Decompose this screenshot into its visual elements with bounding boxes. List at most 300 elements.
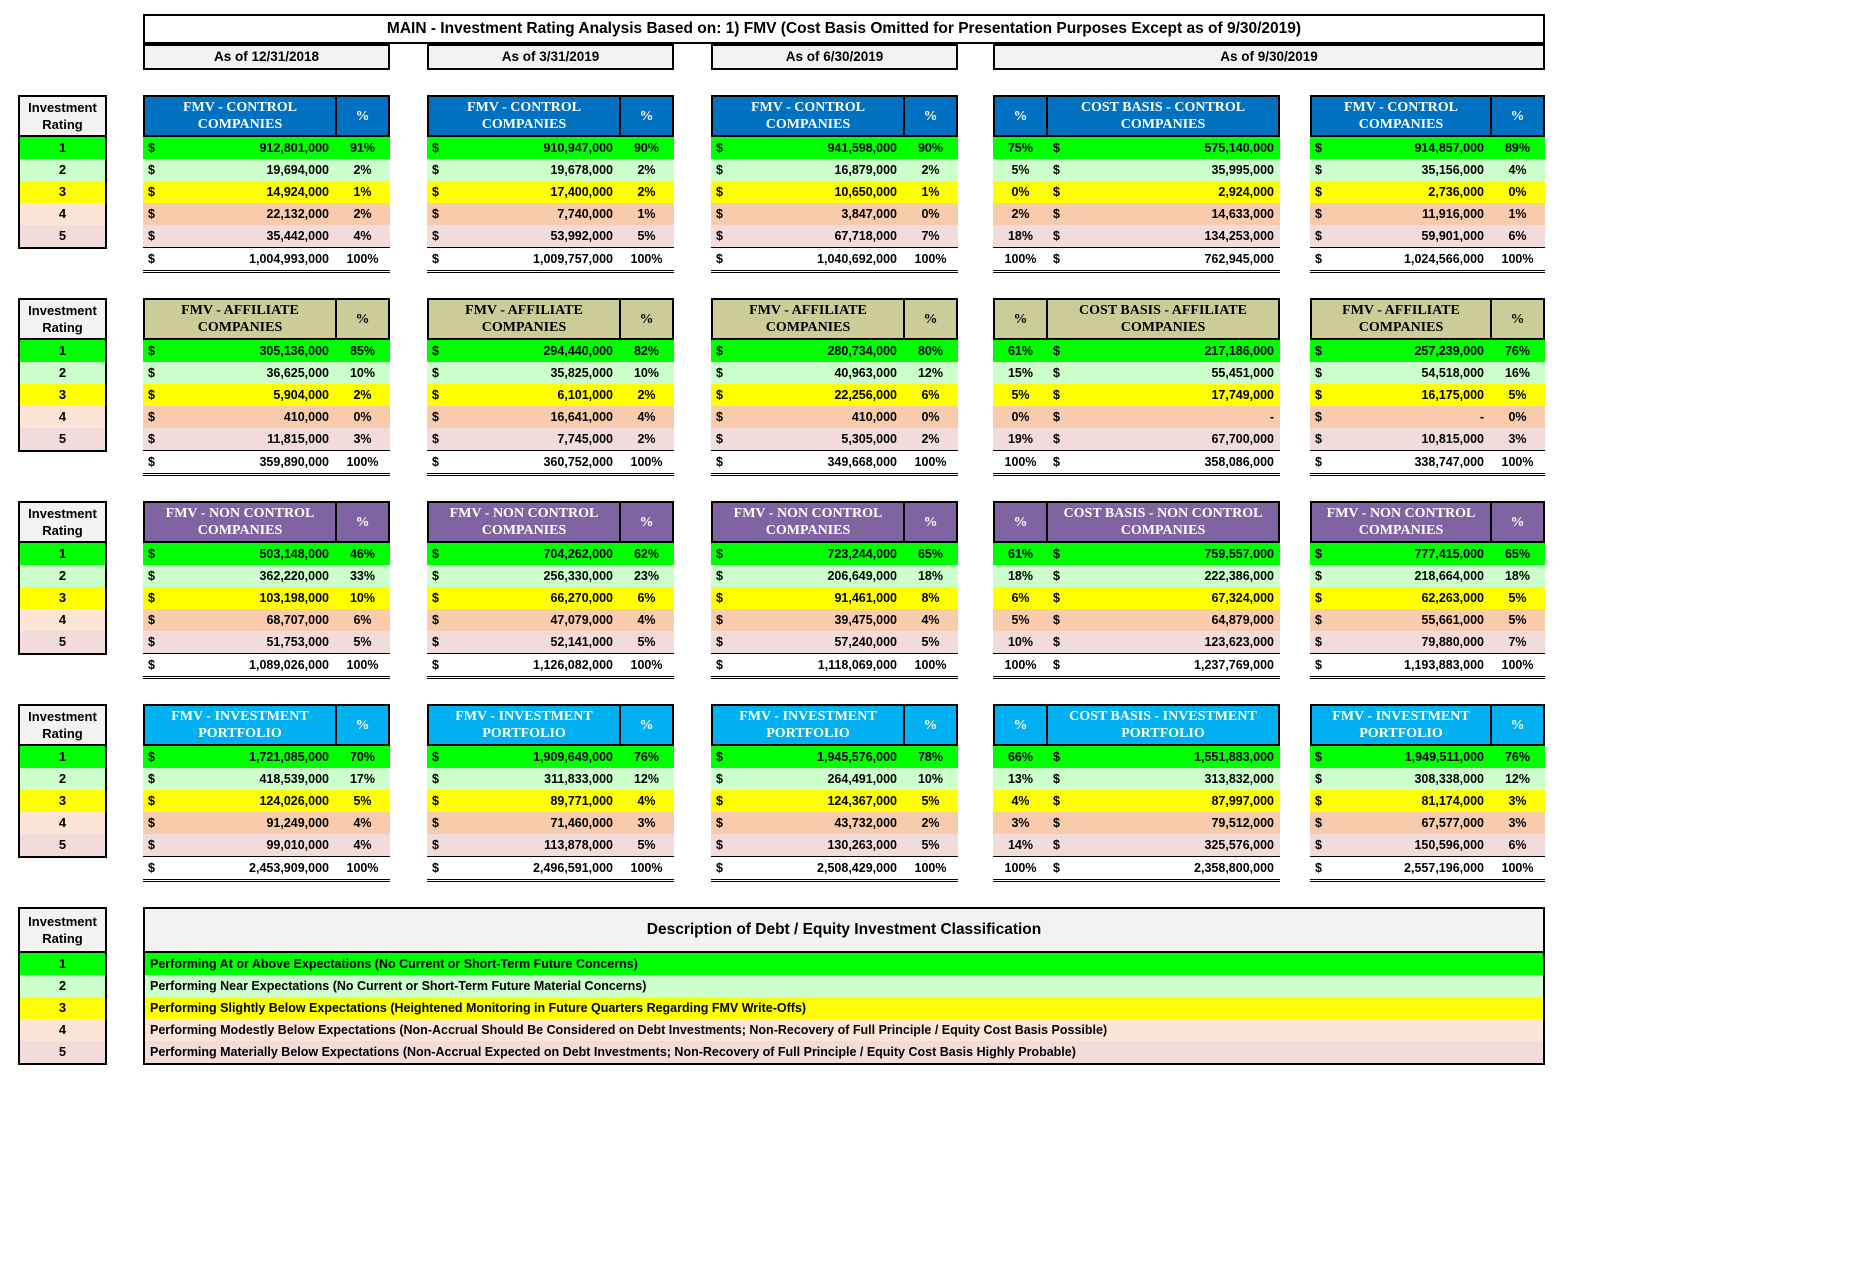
currency-symbol: $	[432, 750, 439, 764]
data-row	[1310, 406, 1545, 428]
rating-cell-3: 3	[20, 997, 105, 1019]
data-row	[993, 565, 1280, 587]
pct-cell: 6%	[1011, 591, 1030, 605]
table-header	[1310, 95, 1545, 137]
table-title: FMV - CONTROL COMPANIES	[427, 95, 621, 137]
currency-symbol: $	[148, 432, 155, 446]
group-portfolio	[18, 704, 1852, 882]
currency-symbol: $	[716, 635, 723, 649]
data-row	[427, 543, 674, 565]
value-cell: 39,475,000	[834, 613, 897, 627]
total-pct-cell: 100%	[914, 455, 947, 469]
currency-symbol: $	[148, 252, 155, 266]
table-header	[1310, 298, 1545, 340]
table-header	[427, 704, 674, 746]
data-row	[711, 587, 958, 609]
data-row	[993, 834, 1280, 856]
rating-cell-3: 3	[20, 587, 105, 609]
currency-symbol: $	[148, 569, 155, 583]
data-row	[711, 768, 958, 790]
currency-symbol: $	[1315, 141, 1322, 155]
pct-column-header: %	[1490, 298, 1545, 340]
pct-column-header: %	[335, 704, 390, 746]
table-title: FMV - AFFILIATE COMPANIES	[143, 298, 337, 340]
total-value-cell: 2,453,909,000	[249, 861, 329, 875]
data-row	[427, 159, 674, 181]
table-header	[711, 95, 958, 137]
value-cell: 1,551,883,000	[1194, 750, 1274, 764]
currency-symbol: $	[1053, 163, 1060, 177]
pct-cell: 12%	[1504, 772, 1531, 786]
pct-cell: 75%	[1007, 141, 1034, 155]
pct-cell: 76%	[1504, 344, 1531, 358]
value-cell: 40,963,000	[834, 366, 897, 380]
data-row	[1310, 362, 1545, 384]
table-header	[143, 298, 390, 340]
currency-symbol: $	[432, 772, 439, 786]
value-cell: 2,736,000	[1428, 185, 1484, 199]
table-title: COST BASIS - INVESTMENT PORTFOLIO	[1046, 704, 1280, 746]
value-cell: 113,878,000	[544, 838, 613, 852]
rating-cell-5: 5	[20, 225, 105, 247]
total-pct-cell: 100%	[914, 861, 947, 875]
value-cell: 418,539,000	[259, 772, 329, 786]
pct-cell: 4%	[637, 794, 656, 808]
table-header	[993, 501, 1280, 543]
currency-symbol: $	[716, 861, 723, 875]
value-cell: 410,000	[851, 410, 897, 424]
value-cell: 47,079,000	[550, 613, 613, 627]
pct-cell: 2%	[353, 163, 372, 177]
table-affiliate	[143, 298, 390, 476]
pct-cell: 2%	[637, 163, 656, 177]
pct-cell: 18%	[1504, 569, 1531, 583]
pct-column-header: %	[335, 95, 390, 137]
currency-symbol: $	[1053, 750, 1060, 764]
table-title: FMV - AFFILIATE COMPANIES	[711, 298, 905, 340]
pct-cell: 70%	[349, 750, 376, 764]
currency-symbol: $	[148, 547, 155, 561]
currency-symbol: $	[716, 455, 723, 469]
data-row	[993, 384, 1280, 406]
table-title: FMV - CONTROL COMPANIES	[711, 95, 905, 137]
value-cell: 313,832,000	[1204, 772, 1274, 786]
total-value-cell: 359,890,000	[259, 455, 329, 469]
table-title: FMV - INVESTMENT PORTFOLIO	[427, 704, 621, 746]
investment-rating-legend	[18, 298, 107, 452]
currency-symbol: $	[148, 591, 155, 605]
currency-symbol: $	[1053, 185, 1060, 199]
rating-cell-2: 2	[20, 975, 105, 997]
data-row	[143, 159, 390, 181]
table-title: FMV - INVESTMENT PORTFOLIO	[143, 704, 337, 746]
pct-cell: 89%	[1504, 141, 1531, 155]
value-cell: 17,749,000	[1211, 388, 1274, 402]
value-cell: 362,220,000	[259, 569, 329, 583]
currency-symbol: $	[1053, 344, 1060, 358]
data-row	[993, 203, 1280, 225]
pct-cell: 5%	[1011, 163, 1030, 177]
pct-column-header: %	[903, 298, 958, 340]
table-header	[1310, 501, 1545, 543]
currency-symbol: $	[148, 455, 155, 469]
currency-symbol: $	[716, 432, 723, 446]
value-cell: 124,026,000	[259, 794, 329, 808]
pct-column-header: %	[335, 298, 390, 340]
pct-cell: 61%	[1007, 344, 1034, 358]
currency-symbol: $	[716, 229, 723, 243]
value-cell: 1,945,576,000	[817, 750, 897, 764]
currency-symbol: $	[1053, 772, 1060, 786]
value-cell: 308,338,000	[1414, 772, 1484, 786]
table-control	[993, 95, 1280, 273]
pct-cell: 5%	[1011, 613, 1030, 627]
pct-column-header: %	[1490, 704, 1545, 746]
legend-header-line2: Rating	[42, 726, 83, 741]
value-cell: 5,904,000	[273, 388, 329, 402]
total-row	[993, 450, 1280, 476]
data-row	[993, 543, 1280, 565]
currency-symbol: $	[148, 750, 155, 764]
currency-symbol: $	[1315, 163, 1322, 177]
value-cell: 35,995,000	[1211, 163, 1274, 177]
data-row	[711, 609, 958, 631]
asof-header-row	[143, 44, 1852, 70]
pct-cell: 0%	[1508, 410, 1527, 424]
value-cell: 79,880,000	[1421, 635, 1484, 649]
value-cell: 123,623,000	[1204, 635, 1274, 649]
currency-symbol: $	[1053, 455, 1060, 469]
rating-cell-3: 3	[20, 181, 105, 203]
currency-symbol: $	[432, 207, 439, 221]
value-cell: 35,825,000	[550, 366, 613, 380]
currency-symbol: $	[1053, 569, 1060, 583]
total-row	[427, 653, 674, 679]
data-row	[427, 340, 674, 362]
data-row	[427, 746, 674, 768]
currency-symbol: $	[432, 816, 439, 830]
currency-symbol: $	[1315, 366, 1322, 380]
total-value-cell: 1,193,883,000	[1404, 658, 1484, 672]
value-cell: 67,700,000	[1211, 432, 1274, 446]
data-row	[143, 340, 390, 362]
data-row	[711, 137, 958, 159]
data-row	[143, 362, 390, 384]
value-cell: 264,491,000	[827, 772, 897, 786]
pct-cell: 85%	[349, 344, 376, 358]
currency-symbol: $	[716, 366, 723, 380]
data-row	[993, 812, 1280, 834]
tables-affiliate	[143, 298, 1545, 476]
value-cell: 10,815,000	[1421, 432, 1484, 446]
data-row	[143, 428, 390, 450]
table-header	[993, 95, 1280, 137]
value-cell: 777,415,000	[1414, 547, 1484, 561]
pct-cell: 4%	[637, 410, 656, 424]
total-row	[1310, 856, 1545, 882]
table-header	[427, 95, 674, 137]
table-header	[427, 298, 674, 340]
total-row	[993, 856, 1280, 882]
data-row	[1310, 384, 1545, 406]
total-value-cell: 1,004,993,000	[249, 252, 329, 266]
currency-symbol: $	[432, 344, 439, 358]
currency-symbol: $	[1315, 388, 1322, 402]
pct-cell: 2%	[921, 816, 940, 830]
legend-header-line2: Rating	[42, 320, 83, 335]
data-row	[427, 565, 674, 587]
pct-column-header: %	[993, 704, 1048, 746]
data-row	[711, 384, 958, 406]
pct-cell: 0%	[1508, 185, 1527, 199]
total-pct-cell: 100%	[346, 861, 379, 875]
pct-cell: 80%	[917, 344, 944, 358]
currency-symbol: $	[432, 613, 439, 627]
legend-header-line2: Rating	[42, 523, 83, 538]
pct-cell: 2%	[1011, 207, 1030, 221]
total-value-cell: 349,668,000	[827, 455, 897, 469]
data-row	[993, 768, 1280, 790]
investment-rating-legend	[18, 907, 107, 1065]
pct-cell: 4%	[353, 229, 372, 243]
total-pct-cell: 100%	[914, 658, 947, 672]
data-row	[993, 428, 1280, 450]
asof-gap	[674, 44, 711, 70]
pct-cell: 18%	[917, 569, 944, 583]
rating-cell-1: 1	[20, 953, 105, 975]
pct-cell: 19%	[1007, 432, 1034, 446]
currency-symbol: $	[716, 816, 723, 830]
pct-cell: 3%	[1508, 432, 1527, 446]
pct-cell: 46%	[349, 547, 376, 561]
currency-symbol: $	[1053, 432, 1060, 446]
value-cell: 67,324,000	[1211, 591, 1274, 605]
data-row	[993, 587, 1280, 609]
pct-cell: 5%	[353, 635, 372, 649]
total-value-cell: 358,086,000	[1204, 455, 1274, 469]
classification-row-4: Performing Modestly Below Expectations (Non-Accrual Should Be Considered on Debt Investments; Non-Recovery of Full Principle / Equity Cost Basis Possible)	[145, 1019, 1543, 1041]
currency-symbol: $	[716, 207, 723, 221]
pct-cell: 61%	[1007, 547, 1034, 561]
pct-cell: 6%	[921, 388, 940, 402]
pct-cell: 5%	[637, 635, 656, 649]
total-pct-cell: 100%	[1004, 455, 1037, 469]
legend-header-line1: Investment	[28, 914, 97, 929]
total-value-cell: 2,508,429,000	[817, 861, 897, 875]
data-row	[711, 362, 958, 384]
pct-cell: 1%	[353, 185, 372, 199]
pct-cell: 6%	[353, 613, 372, 627]
data-row	[993, 181, 1280, 203]
value-cell: 64,879,000	[1211, 613, 1274, 627]
pct-cell: 5%	[921, 838, 940, 852]
value-cell: -	[1479, 410, 1484, 424]
data-row	[1310, 137, 1545, 159]
currency-symbol: $	[716, 185, 723, 199]
total-pct-cell: 100%	[630, 861, 663, 875]
pct-column-header: %	[1490, 95, 1545, 137]
value-cell: 43,732,000	[834, 816, 897, 830]
value-cell: 150,596,000	[1414, 838, 1484, 852]
rating-cell-2: 2	[20, 159, 105, 181]
currency-symbol: $	[716, 591, 723, 605]
value-cell: 311,833,000	[544, 772, 613, 786]
currency-symbol: $	[1315, 613, 1322, 627]
currency-symbol: $	[148, 163, 155, 177]
value-cell: 16,879,000	[834, 163, 897, 177]
currency-symbol: $	[1315, 229, 1322, 243]
value-cell: 10,650,000	[834, 185, 897, 199]
asof-gap	[958, 44, 993, 70]
pct-column-header: %	[335, 501, 390, 543]
table-header	[711, 704, 958, 746]
currency-symbol: $	[432, 252, 439, 266]
table-noncontrol	[1310, 501, 1545, 679]
data-row	[143, 225, 390, 247]
data-row	[711, 225, 958, 247]
value-cell: 79,512,000	[1211, 816, 1274, 830]
table-title: FMV - AFFILIATE COMPANIES	[427, 298, 621, 340]
pct-cell: 65%	[1504, 547, 1531, 561]
currency-symbol: $	[432, 432, 439, 446]
data-row	[1310, 565, 1545, 587]
pct-cell: 1%	[1508, 207, 1527, 221]
currency-symbol: $	[432, 163, 439, 177]
value-cell: 941,598,000	[827, 141, 897, 155]
data-row	[143, 790, 390, 812]
currency-symbol: $	[716, 750, 723, 764]
rating-cell-4: 4	[20, 406, 105, 428]
data-row	[427, 137, 674, 159]
currency-symbol: $	[716, 141, 723, 155]
data-row	[143, 609, 390, 631]
pct-cell: 4%	[1011, 794, 1030, 808]
legend-header-line2: Rating	[42, 117, 83, 132]
pct-cell: 18%	[1007, 569, 1034, 583]
value-cell: 218,664,000	[1414, 569, 1484, 583]
legend-header-line1: Investment	[28, 709, 97, 724]
pct-cell: 12%	[917, 366, 944, 380]
value-cell: 124,367,000	[827, 794, 897, 808]
data-row	[993, 225, 1280, 247]
asof-header-1: As of 3/31/2019	[427, 44, 674, 70]
currency-symbol: $	[1315, 794, 1322, 808]
legend-header-line1: Investment	[28, 506, 97, 521]
currency-symbol: $	[1315, 455, 1322, 469]
pct-cell: 10%	[349, 366, 376, 380]
value-cell: 294,440,000	[543, 344, 613, 358]
value-cell: 91,461,000	[834, 591, 897, 605]
legend-header	[20, 97, 105, 137]
value-cell: 16,641,000	[550, 410, 613, 424]
rating-cell-4: 4	[20, 812, 105, 834]
total-pct-cell: 100%	[1004, 252, 1037, 266]
value-cell: 2,924,000	[1218, 185, 1274, 199]
currency-symbol: $	[1315, 635, 1322, 649]
total-row	[711, 450, 958, 476]
table-title: COST BASIS - CONTROL COMPANIES	[1046, 95, 1280, 137]
value-cell: 103,198,000	[259, 591, 329, 605]
table-noncontrol	[993, 501, 1280, 679]
pct-cell: 5%	[1508, 591, 1527, 605]
total-value-cell: 2,496,591,000	[533, 861, 613, 875]
pct-cell: 3%	[637, 816, 656, 830]
currency-symbol: $	[148, 388, 155, 402]
pct-cell: 90%	[633, 141, 660, 155]
table-header	[711, 501, 958, 543]
currency-symbol: $	[432, 794, 439, 808]
total-row	[143, 653, 390, 679]
legend-header-line1: Investment	[28, 100, 97, 115]
pct-column-header: %	[993, 95, 1048, 137]
pct-cell: 76%	[1504, 750, 1531, 764]
value-cell: 1,949,511,000	[1404, 750, 1484, 764]
total-row	[1310, 247, 1545, 273]
currency-symbol: $	[1053, 141, 1060, 155]
legend-header	[20, 300, 105, 340]
value-cell: 704,262,000	[543, 547, 613, 561]
value-cell: 81,174,000	[1421, 794, 1484, 808]
rating-cell-5: 5	[20, 428, 105, 450]
pct-cell: 16%	[1504, 366, 1531, 380]
table-portfolio	[993, 704, 1280, 882]
pct-cell: 2%	[921, 432, 940, 446]
data-row	[143, 384, 390, 406]
pct-cell: 33%	[349, 569, 376, 583]
total-value-cell: 2,358,800,000	[1194, 861, 1274, 875]
value-cell: 1,909,649,000	[533, 750, 613, 764]
data-row	[1310, 428, 1545, 450]
data-row	[143, 137, 390, 159]
currency-symbol: $	[716, 658, 723, 672]
currency-symbol: $	[148, 794, 155, 808]
pct-cell: 6%	[1508, 838, 1527, 852]
total-pct-cell: 100%	[346, 252, 379, 266]
data-row	[143, 834, 390, 856]
currency-symbol: $	[1053, 658, 1060, 672]
value-cell: 575,140,000	[1204, 141, 1274, 155]
table-title: COST BASIS - AFFILIATE COMPANIES	[1046, 298, 1280, 340]
table-groups	[18, 95, 1852, 882]
value-cell: 67,577,000	[1421, 816, 1484, 830]
pct-cell: 12%	[633, 772, 660, 786]
data-row	[993, 137, 1280, 159]
total-row	[711, 856, 958, 882]
data-row	[993, 609, 1280, 631]
value-cell: 11,916,000	[1422, 207, 1484, 221]
pct-cell: 3%	[1508, 816, 1527, 830]
data-row	[1310, 790, 1545, 812]
classification-title: Description of Debt / Equity Investment Classification	[145, 909, 1543, 953]
pct-cell: 2%	[637, 185, 656, 199]
data-row	[993, 406, 1280, 428]
currency-symbol: $	[432, 388, 439, 402]
value-cell: 71,460,000	[550, 816, 613, 830]
data-row	[1310, 587, 1545, 609]
pct-cell: 5%	[637, 838, 656, 852]
total-pct-cell: 100%	[1501, 252, 1534, 266]
rating-cell-3: 3	[20, 790, 105, 812]
pct-cell: 0%	[1011, 185, 1030, 199]
currency-symbol: $	[432, 591, 439, 605]
value-cell: 3,847,000	[841, 207, 897, 221]
rating-cell-5: 5	[20, 1041, 105, 1063]
value-cell: 134,253,000	[1204, 229, 1274, 243]
total-row	[993, 653, 1280, 679]
table-header	[143, 95, 390, 137]
rating-cell-3: 3	[20, 384, 105, 406]
value-cell: 5,305,000	[841, 432, 897, 446]
